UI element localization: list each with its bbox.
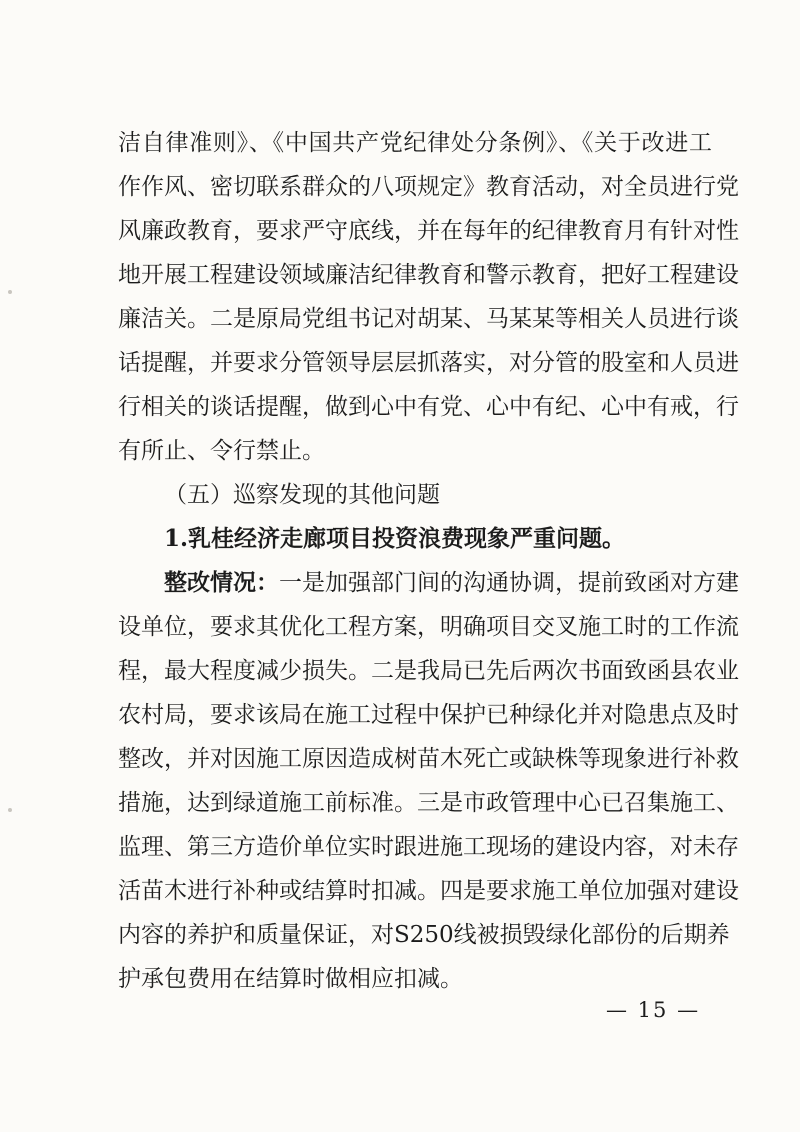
issue-heading: 1.乳桂经济走廊项目投资浪费现象严重问题。 <box>164 525 626 552</box>
rectification-line-5: 措施，达到绿道施工前标准。三是市政管理中心已召集施工、 <box>118 790 739 816</box>
body-line-2: 作作风、密切联系群众的八项规定》教育活动，对全员进行党 <box>118 174 739 200</box>
rectification-label: 整改情况： <box>164 569 279 596</box>
body-line-8: 有所止、令行禁止。 <box>118 438 325 464</box>
body-line-6: 话提醒，并要求分管领导层层抓落实，对分管的股室和人员进 <box>118 350 739 376</box>
body-line-3: 风廉政教育，要求严守底线，并在每年的纪律教育月有针对性 <box>118 218 739 244</box>
body-line-4: 地开展工程建设领域廉洁纪律教育和警示教育，把好工程建设 <box>118 262 739 288</box>
rectification-first-line <box>164 568 739 598</box>
body-line-7: 行相关的谈话提醒，做到心中有党、心中有纪、心中有戒，行 <box>118 394 739 420</box>
rectification-line-1: 设单位，要求其优化工程方案，明确项目交叉施工时的工作流 <box>118 614 739 640</box>
rectification-line-4: 整改，并对因施工原因造成树苗木死亡或缺株等现象进行补救 <box>118 746 739 772</box>
rectification-first-text: 一是加强部门间的沟通协调，提前致函对方建 <box>279 570 739 596</box>
body-line-5: 廉洁关。二是原局党组书记对胡某、马某某等相关人员进行谈 <box>118 306 739 332</box>
scan-margin-mark <box>8 290 12 294</box>
scan-margin-mark <box>8 808 12 812</box>
rectification-line-7: 活苗木进行补种或结算时扣减。四是要求施工单位加强对建设 <box>118 878 739 904</box>
rectification-line-3: 农村局，要求该局在施工过程中保护已种绿化并对隐患点及时 <box>118 702 739 728</box>
page-number: — 15 — <box>606 998 701 1022</box>
rectification-line-8: 内容的养护和质量保证，对S250线被损毁绿化部份的后期养 <box>118 922 730 948</box>
body-line-1: 洁自律准则》、《中国共产党纪律处分条例》、《关于改进工 <box>118 130 712 156</box>
rectification-line-9: 护承包费用在结算时做相应扣减。 <box>118 966 463 992</box>
rectification-line-6: 监理、第三方造价单位实时跟进施工现场的建设内容，对未存 <box>118 834 739 860</box>
rectification-line-2: 程，最大程度减少损失。二是我局已先后两次书面致函县农业 <box>118 658 739 684</box>
section-heading: （五）巡察发现的其他问题 <box>164 482 440 508</box>
